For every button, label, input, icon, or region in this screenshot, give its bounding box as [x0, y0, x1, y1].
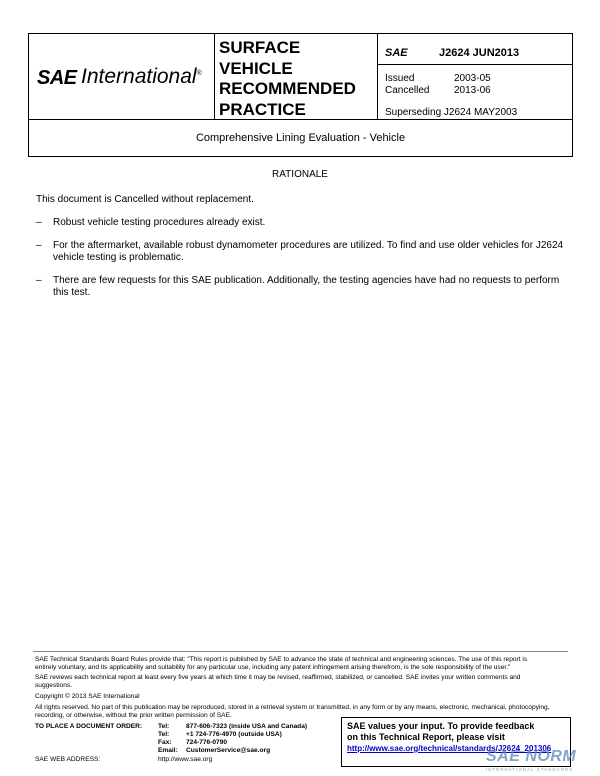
footer-line: SAE reviews each technical report at least every five years at which time it may be revised, reaffirmed, stabilized, or cancelled. SAE invites your written comments and: [35, 674, 521, 681]
feedback-text: SAE values your input. To provide feedback: [347, 721, 535, 731]
issued-label: Issued: [385, 73, 415, 84]
order-label: TO PLACE A DOCUMENT ORDER:: [35, 723, 143, 730]
contact-label: Tel:: [158, 731, 170, 738]
copyright: Copyright © 2013 SAE International: [35, 693, 140, 700]
footer-rules-paragraph: [35, 656, 527, 672]
doc-type-line: SURFACE: [219, 38, 301, 57]
footer-review-paragraph: [35, 674, 520, 690]
footer-line: entirely voluntary, and its applicability and suitability for any particular use, including any patent infringement arising therefrom, is the sole responsibility of the user.": [35, 664, 511, 671]
web-address-label: SAE WEB ADDRESS:: [35, 756, 101, 763]
sae-small-logo: SAE: [385, 47, 408, 59]
bullet-dash: –: [36, 275, 42, 286]
watermark-logo: [486, 748, 577, 772]
feedback-text: on this Technical Report, please visit: [347, 732, 505, 742]
contact-value: 877-606-7323 (inside USA and Canada): [186, 723, 308, 730]
footer-line: suggestions.: [35, 682, 73, 689]
list-item: [53, 275, 559, 299]
registered-mark: ®: [196, 70, 202, 77]
contact-label: Email:: [158, 747, 178, 754]
contact-label: Fax:: [158, 739, 172, 746]
email-link[interactable]: CustomerService@sae.org: [186, 747, 271, 754]
cancelled-value: 2013-06: [454, 85, 491, 96]
footer-line: SAE Technical Standards Board Rules provide that: "This report is published by SAE to advance the state of technical and engineering sciences. The use of this report is: [35, 656, 528, 663]
footer-line: recording, or otherwise, without the prior written permission of SAE.: [35, 712, 232, 719]
document-title: Comprehensive Lining Evaluation - Vehicle: [195, 132, 406, 144]
section-heading: RATIONALE: [272, 169, 328, 180]
contact-value: +1 724-776-4970 (outside USA): [186, 731, 282, 738]
list-item-line: For the aftermarket, available robust dynamometer procedures are utilized. To find and use older vehicles for J2624: [53, 240, 564, 251]
doc-type-line: RECOMMENDED: [219, 79, 356, 98]
header-box: [28, 33, 573, 157]
list-item: [53, 240, 563, 264]
divider: [377, 34, 378, 119]
web-address-link[interactable]: http://www.sae.org: [158, 756, 213, 763]
doc-type-line: PRACTICE: [219, 99, 306, 119]
divider: [377, 64, 573, 65]
cancelled-label: Cancelled: [385, 85, 430, 96]
list-item-line: There are few requests for this SAE publication. Additionally, the testing agencies have had no requests to perform: [53, 275, 560, 286]
bullet-dash: –: [36, 240, 42, 251]
doc-type-line: VEHICLE: [219, 58, 293, 78]
document-number: J2624 JUN2013: [439, 47, 520, 59]
footer-line: All rights reserved. No part of this publication may be reproduced, stored in a retrieval system or transmitted, in any form or by any means, electronic, mechanical, photocopying,: [35, 704, 550, 711]
contact-value: 724-776-0790: [186, 739, 228, 746]
list-item-line: Robust vehicle testing procedures already exist.: [53, 217, 266, 228]
watermark-subtext: INTERNATIONAL STANDARDS: [486, 767, 574, 772]
feedback-link[interactable]: http://www.sae.org/technical/standards/J2624_201306: [347, 744, 552, 753]
logo-sae: SAE: [37, 67, 77, 89]
superseding: Superseding J2624 MAY2003: [385, 107, 518, 118]
watermark-text: SAE NORM: [486, 748, 577, 765]
footer-rule: [33, 651, 568, 652]
document-type: [219, 38, 356, 120]
list-item-line: this test.: [53, 287, 91, 298]
list-item-line: vehicle testing is problematic.: [53, 252, 184, 263]
bullet-dash: –: [36, 217, 42, 228]
logo-international: International®: [81, 65, 202, 88]
list-item: [53, 217, 265, 229]
contact-label: Tel:: [158, 723, 170, 730]
divider: [214, 34, 215, 119]
issued-value: 2003-05: [454, 73, 491, 84]
intro-text: This document is Cancelled without replacement.: [36, 194, 254, 205]
